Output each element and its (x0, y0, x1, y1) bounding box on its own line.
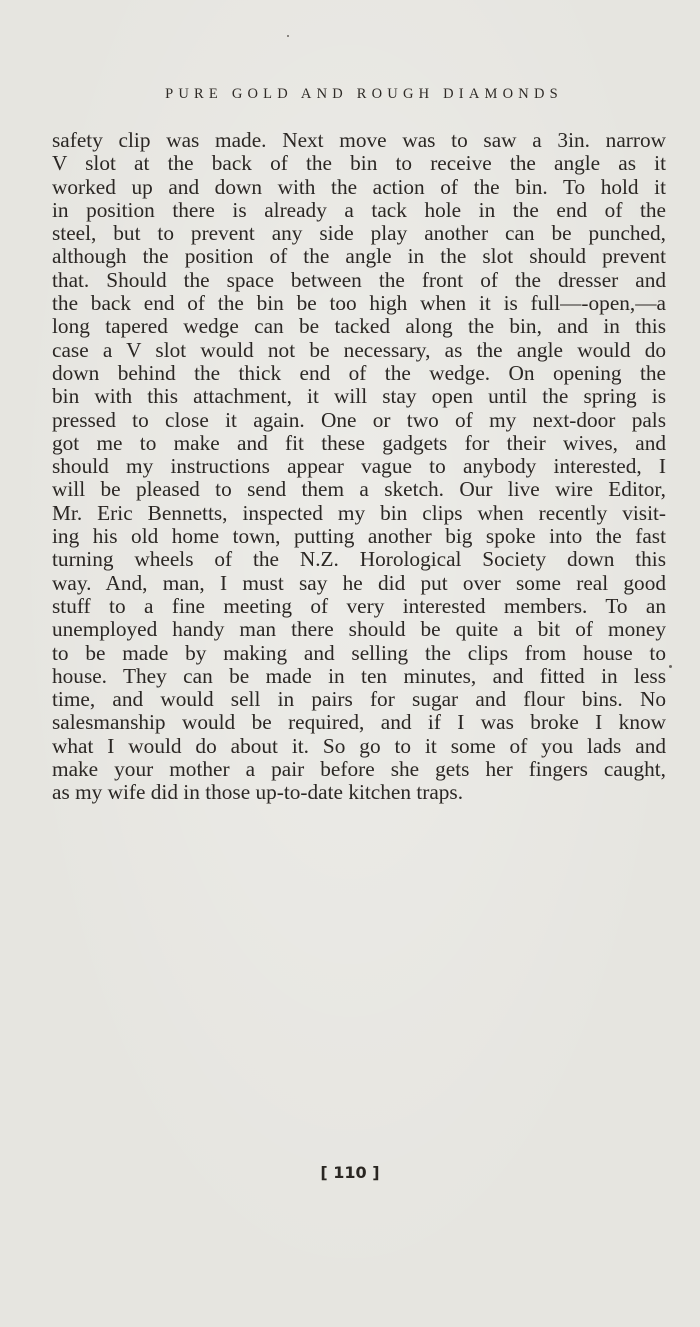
text-line: got me to make and fit these gadgets for their wives, and (52, 430, 666, 455)
text-line: unemployed handy man there should be quite a bit of money (52, 617, 666, 642)
text-line: long tapered wedge can be tacked along the bin, and in this (52, 314, 666, 339)
margin-speck (669, 665, 672, 668)
text-line: Mr. Eric Bennetts, inspected my bin clips when recently visit- (52, 500, 666, 525)
text-line: time, and would sell in pairs for sugar and flour bins. No (52, 687, 666, 712)
text-line: pressed to close it again. One or two of my next-door pals (52, 407, 666, 432)
text-line: make your mother a pair before she gets her fingers caught, (52, 757, 666, 782)
text-line: although the position of the angle in the slot should prevent (52, 244, 666, 269)
text-line: that. Should the space between the front of the dresser and (52, 267, 666, 292)
text-line: safety clip was made. Next move was to saw a 3in. narrow (52, 128, 666, 152)
text-line: ing his old home town, putting another big spoke into the fast (52, 524, 666, 549)
text-line: case a V slot would not be necessary, as the angle would do (52, 337, 666, 362)
text-line: stuff to a fine meeting of very interested members. To an (52, 593, 666, 618)
text-line: house. They can be made in ten minutes, and fitted in less (52, 663, 666, 688)
text-line: worked up and down with the action of the bin. To hold it (52, 174, 666, 199)
paper-speck (287, 35, 289, 37)
body-paragraph (52, 129, 666, 805)
text-line: in position there is already a tack hole in the end of the (52, 197, 666, 222)
text-line: what I would do about it. So go to it some of you lads and (52, 733, 666, 758)
text-line: steel, but to prevent any side play another can be punched, (52, 221, 666, 246)
text-line: turning wheels of the N.Z. Horological Society down this (52, 547, 666, 572)
text-line: the back end of the bin be too high when it is full—-open,—a (52, 291, 666, 316)
text-line: will be pleased to send them a sketch. Our live wire Editor, (52, 477, 666, 502)
text-line: to be made by making and selling the clips from house to (52, 640, 666, 665)
text-line: should my instructions appear vague to anybody interested, I (52, 454, 666, 479)
text-line-last: as my wife did in those up-to-date kitchen traps. (52, 780, 464, 805)
text-line: down behind the thick end of the wedge. On opening the (52, 360, 666, 385)
running-head: PURE GOLD AND ROUGH DIAMONDS (165, 86, 563, 102)
text-line: salesmanship would be required, and if I was broke I know (52, 710, 666, 735)
text-line: V slot at the back of the bin to receive the angle as it (52, 151, 666, 176)
text-line: way. And, man, I must say he did put over some real good (52, 570, 666, 595)
page-number: [ 110 ] (320, 1163, 380, 1182)
text-line: bin with this attachment, it will stay open until the spring is (52, 384, 666, 409)
